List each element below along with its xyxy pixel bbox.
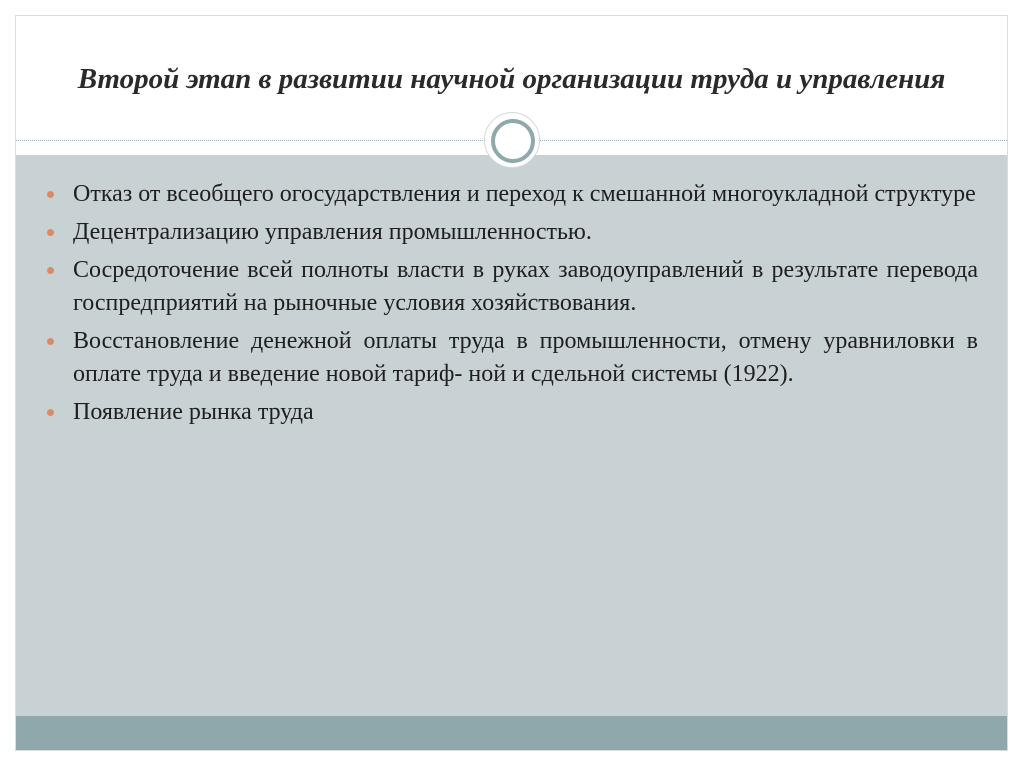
emblem-ring	[491, 119, 535, 163]
bullet-text: Восстановление денежной оплаты труда в промышленности, отмену уравниловки в оплате труда и введение новой тариф- ной и сдельной системы (1922).	[73, 328, 978, 387]
bullet-text: Появление рынка труда	[73, 399, 314, 425]
bullet-text: Отказ от всеобщего огосударствления и переход к смешанной многоукладной структуре	[73, 181, 976, 207]
bullet-item	[73, 216, 978, 249]
bullet-item	[73, 254, 978, 320]
circle-emblem-icon	[484, 112, 540, 168]
bullet-marker-icon	[47, 409, 54, 416]
bullet-text: Децентрализацию управления промышленностью.	[73, 219, 592, 245]
footer-bar	[16, 716, 1007, 750]
bullet-item	[73, 178, 978, 211]
bullet-marker-icon	[47, 229, 54, 236]
bullet-marker-icon	[47, 267, 54, 274]
bullet-marker-icon	[47, 338, 54, 345]
bullet-list	[73, 178, 978, 434]
bullet-text: Сосредоточение всей полноты власти в руках заводоуправлений в результате перевода госпредприятий на рыночные условия хозяйствования.	[73, 257, 978, 316]
bullet-marker-icon	[47, 191, 54, 198]
bullet-item	[73, 325, 978, 391]
bullet-item	[73, 396, 978, 429]
slide-title: Второй этап в развитии научной организации труда и управления	[77, 62, 946, 95]
